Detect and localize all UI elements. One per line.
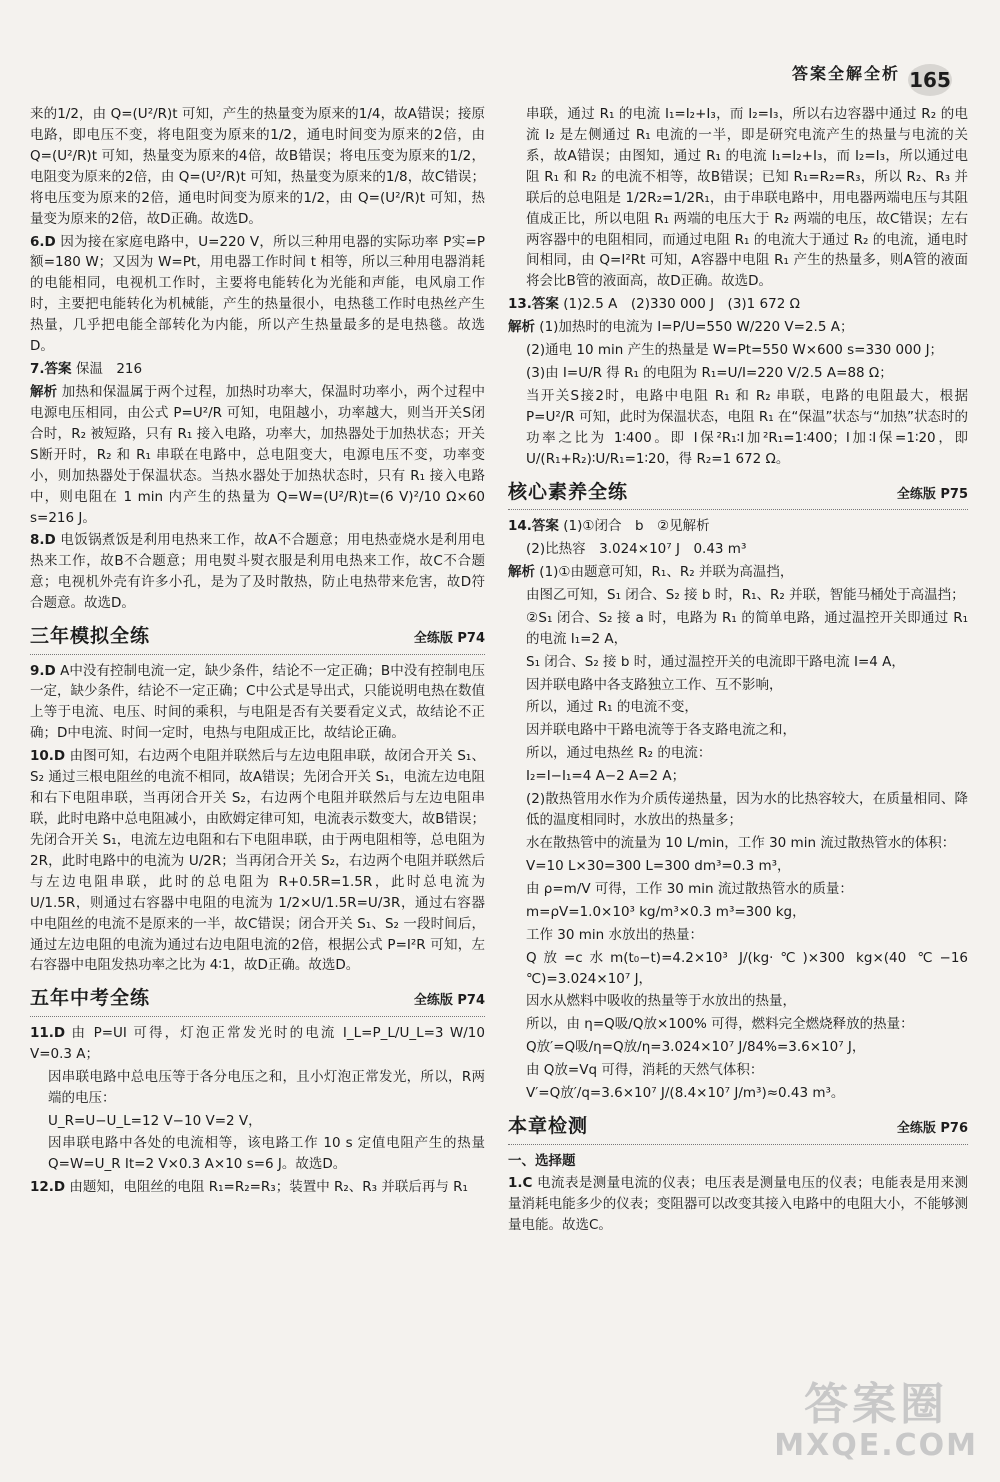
answer-item — [30, 1177, 485, 1198]
item-number: 9.D — [30, 662, 56, 679]
answer-item — [508, 562, 968, 583]
item-text: (1)加热时的电流为 I=P/U=550 W/220 V=2.5 A； — [539, 319, 854, 336]
item-text: 由题知，电阻丝的电阻 R₁=R₂=R₃；装置中 R₂、R₃ 并联后再与 R₁ — [69, 1179, 468, 1196]
paragraph: (2)比热容 3.024×10⁷ J 0.43 m³ — [526, 541, 747, 558]
item-number: 11.D — [30, 1024, 66, 1041]
paragraph: 因串联电路中总电压等于各分电压之和，且小灯泡正常发光，所以，R两端的电压： — [48, 1068, 485, 1106]
item-text: 电流表是测量电流的仪表；电压表是测量电压的仪表；电能表是用来测量消耗电能多少的仪表；变阻器可以改变其接入电路中的电阻大小，不能够测量电能。故选C。 — [508, 1175, 968, 1234]
section-title: 三年模拟全练 — [30, 625, 151, 648]
paragraph: Q放=c水m(t₀−t)=4.2×10³ J/(kg·℃)×300 kg×(40 ℃−16 ℃)=3.024×10⁷ J， — [526, 949, 968, 987]
paragraph: 水在散热管中的流量为 10 L/min，工作 30 min 流过散热管水的体积： — [526, 835, 956, 852]
paragraph: Q放′=Q吸/η=Q放/η=3.024×10⁷ J/84%=3.6×10⁷ J， — [526, 1039, 866, 1056]
section-page-ref: 全练版 P74 — [413, 631, 485, 647]
left-column — [30, 104, 485, 1449]
paragraph: 因并联电路中干路电流等于各支路电流之和， — [526, 722, 796, 739]
section-title: 核心素养全练 — [508, 480, 629, 503]
paragraph: V′=Q放′/q=3.6×10⁷ J/(8.4×10⁷ J/m³)≈0.43 m³。 — [526, 1085, 845, 1102]
right-column — [508, 104, 968, 1449]
subsection-title: 一、选择题 — [508, 1152, 576, 1169]
item-number: 8.D — [30, 532, 56, 549]
section-title: 本章检测 — [508, 1115, 589, 1138]
section-header — [508, 1112, 968, 1144]
paragraph: V=10 L×30=300 L=300 dm³=0.3 m³， — [526, 857, 791, 874]
section-header — [508, 478, 968, 510]
item-number: 13.答案 — [508, 296, 559, 313]
answer-item — [30, 1023, 485, 1065]
answer-item — [30, 382, 485, 528]
watermark-line-2: MXQE.COM — [774, 1428, 978, 1463]
header-title: 答案全解全析 — [791, 64, 900, 83]
paragraph: m=ρV=1.0×10³ kg/m³×0.3 m³=300 kg， — [526, 903, 806, 920]
watermark-logo — [774, 1378, 978, 1463]
paragraph: 所以，由 η=Q吸/Q放×100% 可得，燃料完全燃烧释放的热量： — [526, 1016, 914, 1033]
paragraph: 由 Q放=Vq 可得，消耗的天然气体积： — [526, 1062, 764, 1079]
paragraph: ②S₁ 闭合、S₂ 接 a 时，电路为 R₁ 的简单电路，通过温控开关即通过 R₁ 的电流 I₁=2 A， — [526, 609, 968, 647]
page-header — [0, 0, 1000, 100]
answer-item — [508, 317, 968, 338]
item-text: (1)①闭合 b ②见解析 — [563, 518, 710, 535]
item-number: 1.C — [508, 1175, 533, 1192]
paragraph: 因水从燃料中吸收的热量等于水放出的热量， — [526, 993, 796, 1010]
item-text: 电饭锅煮饭是利用电热来工作，故A不合题意；用电热壶烧水是利用电热来工作，故B不合题意；用电熨斗熨衣服是利用电热来工作，故C不合题意；电视机外壳有许多小孔，是为了及时散热，防止电热带来危害，故D符合题意。故选D。 — [30, 532, 485, 612]
watermark-line-1: 答案圈 — [804, 1378, 949, 1430]
section-title: 五年中考全练 — [30, 987, 151, 1010]
paragraph: 由图乙可知，S₁ 闭合、S₂ 接 b 时，R₁、R₂ 并联，智能马桶处于高温挡； — [526, 586, 965, 603]
answer-item — [30, 530, 485, 614]
item-text: A中没有控制电流一定，缺少条件，结论不一定正确；B中没有控制电压一定，缺少条件，结论不一定正确；C中公式是导出式，只能说明电热在数值上等于电流、电压、时间的乘积，与电阻是否有关要看定义式，故结论不正确；D中电流、时间一定时，电热与电阻成正比，故结论正确。 — [30, 662, 485, 742]
answer-item — [30, 232, 485, 358]
section-header — [30, 622, 485, 654]
item-number: 6.D — [30, 233, 56, 250]
item-text: 由图可知，右边两个电阻并联然后与左边电阻串联，故闭合开关 S₁、S₂ 通过三根电阻丝的电流不相同，故A错误；先闭合开关 S₁，电流左边电阻和右下电阻串联，当再闭合开关 S₂，右边两个电阻并联然后与左边电阻串联，此时电路中总电阻减小，由欧姆定律可知，电流表示数变大，故B错误；先闭合开关 S₁，电流左边电阻和右下电阻串联，由于两电阻相等，总电阻为 2R，此时电路中的电流为 U/2R；当再闭合开关 S₂，右边两个电阻并联然后与左边电阻串联，此时的总电阻为 R+0.5R=1.5R，此时总电流为 U/1.5R，则通过右容器中电阻的电流为 1/2×U/1.5R=U/3R，通过右容器中电阻丝的电流不是原来的一半，故C错误；闭合开关 S₁、S₂ 一段时间后，通过左边电阻的电流为通过右边电阻电流的2倍，根据公式 P=I²R 可知，左右容器中电阻发热功率之比为 4∶1，故D正确。故选D。 — [30, 748, 485, 974]
item-number: 解析 — [508, 563, 535, 580]
paragraph: 因并联电路中各支路独立工作、互不影响， — [526, 676, 783, 693]
item-number: 10.D — [30, 748, 66, 765]
answer-item — [508, 294, 968, 315]
answer-item — [30, 661, 485, 745]
paragraph: 因串联电路中各处的电流相等，该电路工作 10 s 定值电阻产生的热量 Q=W=U_R It=2 V×0.3 A×10 s=6 J。故选D。 — [48, 1135, 485, 1173]
item-text: 加热和保温属于两个过程，加热时功率大，保温时功率小，两个过程中电源电压相同，由公式 P=U²/R 可知，电阻越小，功率越大，则当开关S闭合时，R₂ 被短路，只有 R₁ 接入电路，功率大，加热器处于加热状态；开关S断开时，R₂ 和 R₁ 串联在电路中，总电阻变大，电源电压不变，功率变小，则加热器处于保温状态。当热水器处于加热状态时，只有 R₁ 接入电路中，则电阻在 1 min 内产生的热量为 Q=W=(U²/R)t=(6 V)²/10 Ω×60 s=216 J。 — [30, 383, 485, 526]
item-number: 解析 — [508, 319, 535, 336]
item-text: (1)2.5 A (2)330 000 J (3)1 672 Ω — [563, 296, 800, 313]
paragraph: 当开关S接2时，电路中电阻 R₁ 和 R₂ 串联，电路的电阻最大，根据 P=U²/R 可知，此时为保温状态，电阻 R₁ 在“保温”状态与“加热”状态时的功率之比为 1∶400。即 I保²R₁∶I加²R₁=1∶400；I加∶I保=1∶20，即 U/(R₁+R₂)∶U/R₁=1∶20，得 R₂=1 672 Ω。 — [526, 387, 968, 467]
answer-item — [30, 359, 485, 380]
paragraph: (2)通电 10 min 产生的热量是 W=Pt=550 W×600 s=330 000 J； — [526, 342, 944, 359]
paragraph: 串联，通过 R₁ 的电流 I₁=I₂+I₃，而 I₂=I₃，所以右边容器中通过 R₂ 的电流 I₂ 是左侧通过 R₁ 电流的一半，即是研究电流产生的热量与电流的关系，故A错误；由图知，通过 R₁ 的电流 I₁=I₂+I₃，而 I₂=I₃，所以通过电阻 R₁ 和 R₂ 的电流不相等，故B错误；已知 R₁=R₂=R₃，所以 R₂、R₃ 并联后的总电阻是 1/2R₂=1/2R₁，由于串联电路中，用电器两端电压与其阻值成正比，所以电阻 R₁ 两端的电压大于 R₂ 两端的电压，故C错误；左右两容器中的电阻相同，而通过电阻 R₁ 的电流大于通过 R₂ 的电流，通电时间相同，由 Q=I²Rt 可知，A容器中电阻 R₁ 产生的热量多，则A管的液面将会比B管的液面高，故D正确。故选D。 — [526, 106, 968, 290]
paragraph: (2)散热管用水作为介质传递热量，因为水的比热容较大，在质量相同、降低的温度相同时，水放出的热量多； — [526, 791, 968, 829]
section-page-ref: 全练版 P74 — [413, 993, 485, 1009]
item-number: 12.D — [30, 1179, 66, 1196]
paragraph: 所以，通过电热丝 R₂ 的电流： — [526, 745, 712, 762]
paragraph: U_R=U−U_L=12 V−10 V=2 V， — [48, 1112, 262, 1129]
item-number: 解析 — [30, 383, 58, 400]
paragraph: 工作 30 min 水放出的热量： — [526, 926, 704, 943]
item-number: 14.答案 — [508, 518, 559, 535]
paragraph: I₂=I−I₁=4 A−2 A=2 A； — [526, 768, 686, 785]
item-text: 由 P=UI 可得，灯泡正常发光时的电流 I_L=P_L/U_L=3 W/10 V=0.3 A； — [30, 1024, 485, 1062]
section-header — [30, 984, 485, 1016]
page-number: 165 — [908, 64, 952, 96]
paragraph: (3)由 I=U/R 得 R₁ 的电阻为 R₁=U/I=220 V/2.5 A=88 Ω； — [526, 365, 893, 382]
paragraph: 所以，通过 R₁ 的电流不变， — [526, 699, 698, 716]
answer-item — [508, 1173, 968, 1236]
paragraph: 由 ρ=m/V 可得，工作 30 min 流过散热管水的质量： — [526, 880, 853, 897]
item-text: 保温 216 — [75, 361, 143, 378]
item-number: 7.答案 — [30, 361, 72, 378]
section-page-ref: 全练版 P76 — [896, 1121, 968, 1137]
item-text: 因为接在家庭电路中，U=220 V，所以三种用电器的实际功率 P实=P额=180 W；又因为 W=Pt，用电器工作时间 t 相等，所以三种用电器消耗的电能相同，电视机工作时，主要将电能转化为光能和声能，电风扇工作时，主要把电能转化为机械能，产生的热量很小，电热毯工作时电热丝产生热量，几乎把电能全部转化为内能，所以产生热量最多的是电热毯。故选D。 — [30, 233, 485, 355]
paragraph: S₁ 闭合、S₂ 接 b 时，通过温控开关的电流即干路电流 I=4 A， — [526, 653, 905, 670]
answer-item — [30, 746, 485, 976]
item-text: (1)①由题意可知，R₁、R₂ 并联为高温挡， — [539, 563, 794, 580]
answer-item — [508, 516, 968, 537]
paragraph: 来的1/2，由 Q=(U²/R)t 可知，产生的热量变为原来的1/4，故A错误；接原电路，即电压不变，将电阻变为原来的1/2，通电时间变为原来的2倍，由 Q=(U²/R)t 可知，热量变为原来的4倍，故B错误；将电压变为原来的1/2，电阻变为原来的2倍，由 Q=(U²/R)t 可知，热量变为原来的1/8，故C错误；将电压变为原来的2倍，通电时间变为原来的1/2，由 Q=(U²/R)t 可知，热量变为原来的2倍，故D正确。故选D。 — [30, 106, 485, 227]
section-page-ref: 全练版 P75 — [896, 486, 968, 502]
